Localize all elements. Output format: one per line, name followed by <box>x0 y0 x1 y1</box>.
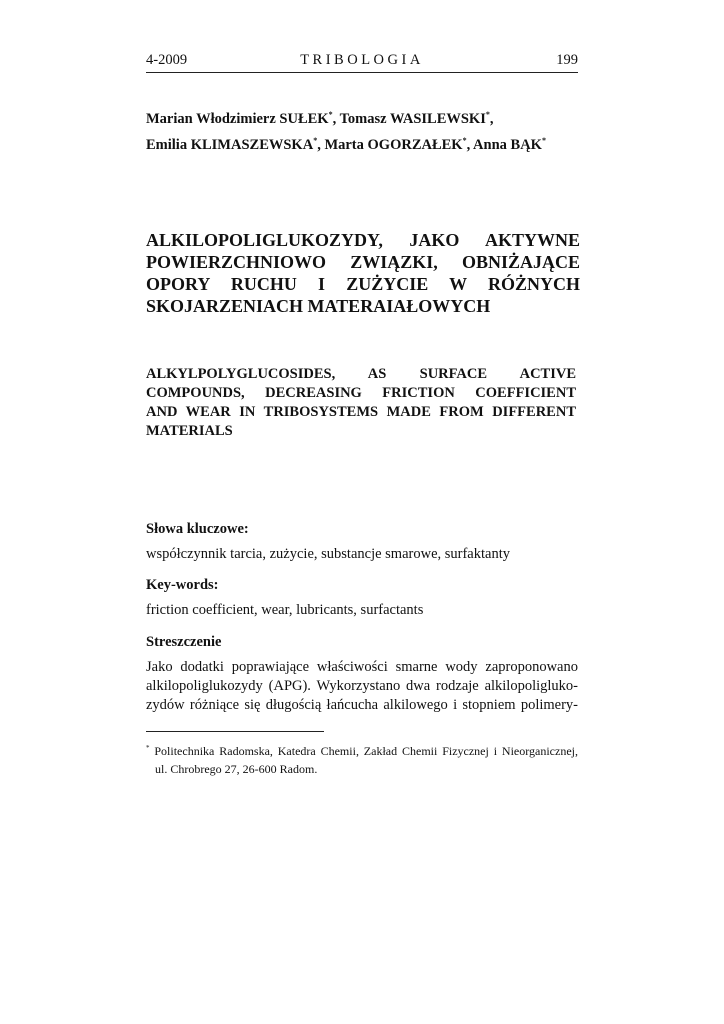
author-separator: , <box>317 137 325 153</box>
issue-number: 4-2009 <box>146 52 188 68</box>
title-line: POWIERZCHNIOWO ZWIĄZKI, OBNIŻAJĄCE <box>146 252 580 272</box>
author-separator: , <box>466 137 474 153</box>
affiliation-mark: * <box>541 136 546 145</box>
author-name: Marian Włodzimierz SUŁEK <box>146 111 329 127</box>
title-polish <box>146 229 580 317</box>
author-name: Tomasz WASILEWSKI <box>339 111 486 127</box>
author-line-2 <box>146 130 586 156</box>
keywords-pl-text: współczynnik tarcia, zużycie, substancje smarowe, surfaktanty <box>146 546 510 562</box>
author-separator: , <box>332 111 340 127</box>
running-header <box>146 52 578 70</box>
author-name: Anna BĄK <box>473 137 542 153</box>
title-line: ALKYLPOLYGLUCOSIDES, AS SURFACE ACTIVE <box>146 366 576 382</box>
abstract-heading: Streszczenie <box>146 634 222 650</box>
title-line: MATERIALS <box>146 423 233 439</box>
footnote-rule <box>146 731 324 732</box>
abstract-line: zydów różniące się długością łańcucha alkilowego i stopniem polimery- <box>146 697 578 713</box>
title-line: AND WEAR IN TRIBOSYSTEMS MADE FROM DIFFERENT <box>146 404 576 420</box>
title-english <box>146 365 576 441</box>
page-number: 199 <box>556 52 578 68</box>
keywords-en-text: friction coefficient, wear, lubricants, surfactants <box>146 602 424 618</box>
footnote-line-1 <box>146 739 578 760</box>
author-name: Marta OGORZAŁEK <box>324 137 463 153</box>
footnote-line-2: ul. Chrobrego 27, 26-600 Radom. <box>155 762 318 776</box>
keywords-pl-heading: Słowa kluczowe: <box>146 521 249 537</box>
author-name: Emilia KLIMASZEWSKA <box>146 137 314 153</box>
affiliation-mark: * <box>462 136 467 145</box>
affiliation-mark: * <box>328 110 333 119</box>
header-rule <box>146 72 578 73</box>
title-line: ALKILOPOLIGLUKOZYDY, JAKO AKTYWNE <box>146 230 580 250</box>
abstract-line: Jako dodatki poprawiające właściwości smarne wody zaproponowano <box>146 659 578 675</box>
title-line: COMPOUNDS, DECREASING FRICTION COEFFICIENT <box>146 385 576 401</box>
author-line-1 <box>146 104 586 130</box>
affiliation-mark: * <box>313 136 318 145</box>
title-line: SKOJARZENIACH MATERAIAŁOWYCH <box>146 296 491 316</box>
abstract-body <box>146 658 578 715</box>
affiliation-text: Politechnika Radomska, Katedra Chemii, Zakład Chemii Fizycznej i Nieorganicznej, <box>154 744 578 758</box>
affiliation-mark: * <box>485 110 490 119</box>
title-line: OPORY RUCHU I ZUŻYCIE W RÓŻNYCH <box>146 274 580 294</box>
footnote <box>146 739 578 778</box>
author-list <box>146 104 586 156</box>
keywords-en-heading: Key-words: <box>146 577 219 593</box>
journal-name: TRIBOLOGIA <box>300 52 424 68</box>
footnote-mark: * <box>146 744 150 752</box>
abstract-line: alkilopoliglukozydy (APG). Wykorzystano dwa rodzaje alkilopoligluko- <box>146 678 578 694</box>
author-separator: , <box>489 111 494 127</box>
